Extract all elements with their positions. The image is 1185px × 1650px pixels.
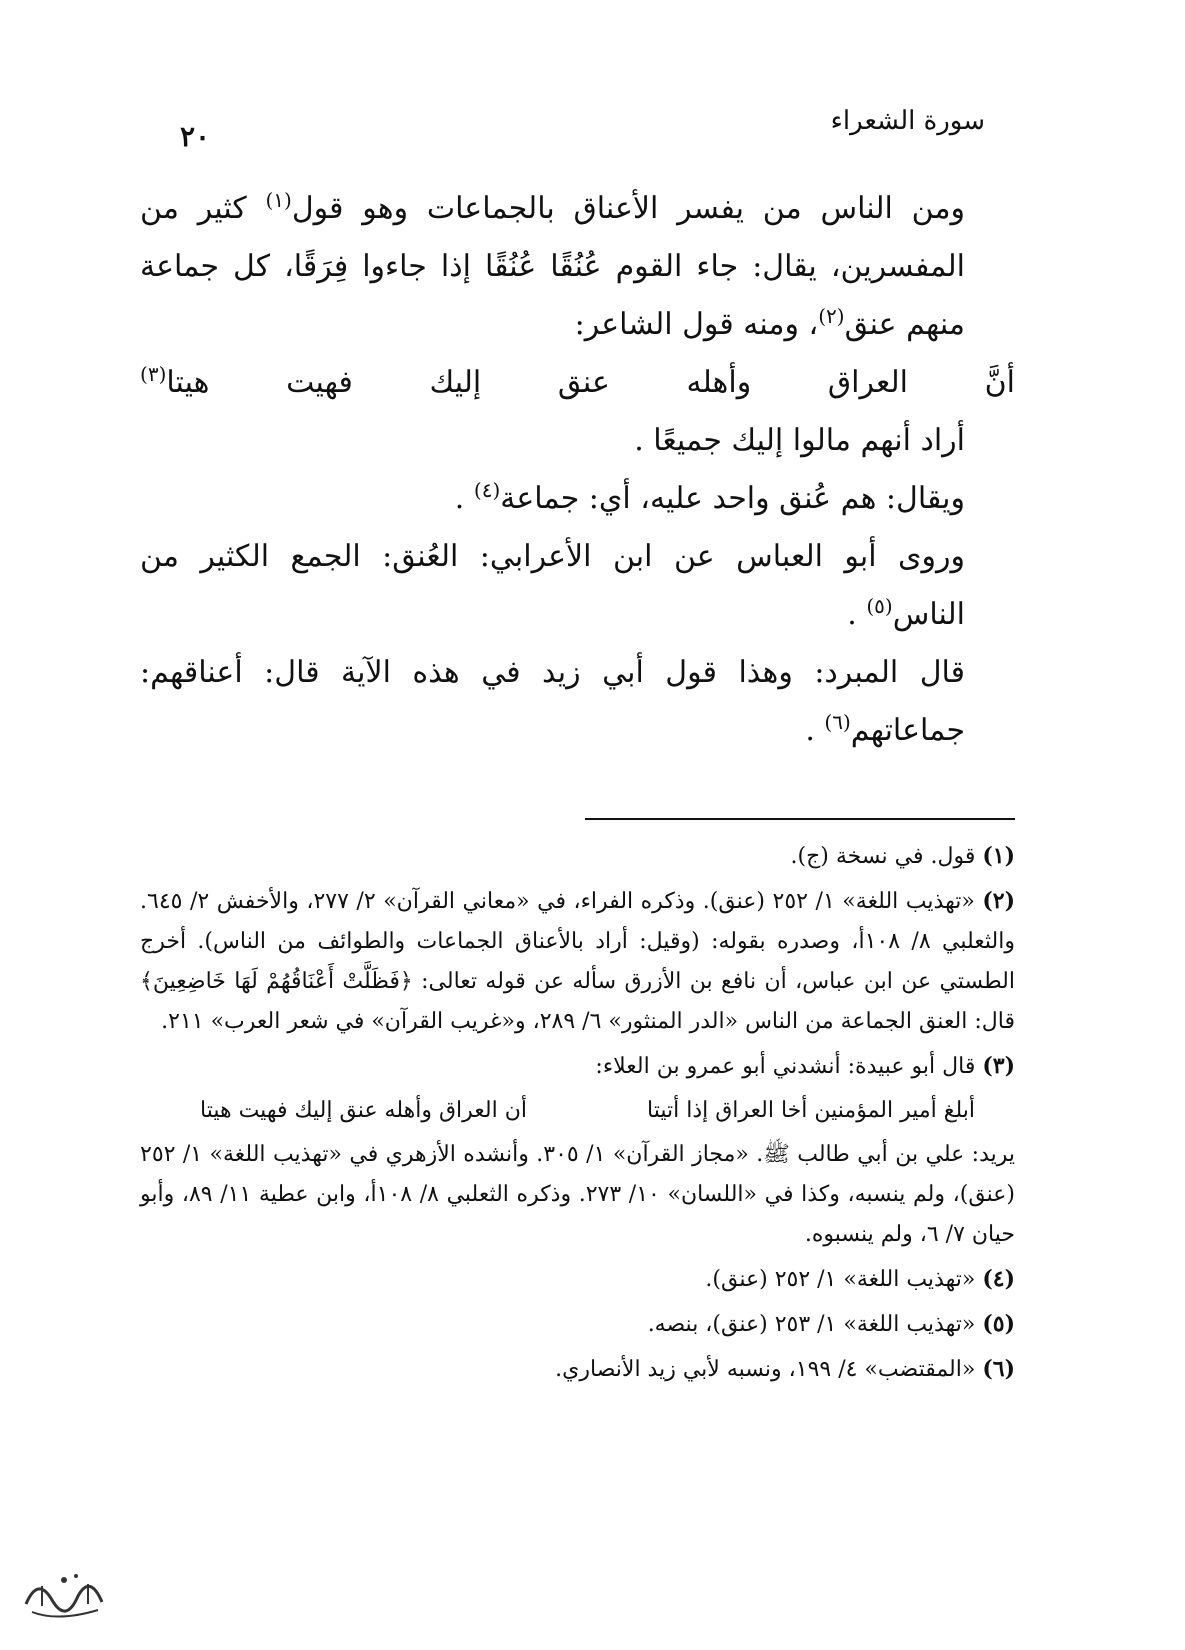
footnote-6: [140, 1349, 1015, 1390]
footnote-2: [140, 881, 1015, 1042]
footnote-5: [140, 1304, 1015, 1345]
paragraph-5-text-b: .: [805, 713, 825, 748]
footnote-4: [140, 1259, 1015, 1300]
page-header: [140, 100, 1045, 160]
footnote-1-text: قول. في نسخة (ج).: [790, 844, 983, 869]
paragraph-4-text-a: وروى أبو العباس عن ابن الأعرابي: العُنق: الجمع الكثير من الناس: [140, 539, 965, 632]
footnote-ref-1: (١): [265, 188, 292, 212]
paragraph-1: [140, 180, 1015, 354]
paragraph-2: أراد أنهم مالوا إليك جميعًا .: [634, 423, 965, 458]
footnote-5-text: «تهذيب اللغة» ١/ ٢٥٣ (عنق)، بنصه.: [647, 1312, 983, 1337]
footnote-ref-2: (٢): [818, 304, 845, 328]
footnote-ref-5: (٥): [866, 594, 893, 618]
footnote-6-text: «المقتضب» ٤/ ١٩٩، ونسبه لأبي زيد الأنصاري.: [555, 1357, 983, 1382]
surah-title: سورة الشعراء: [830, 106, 985, 136]
publisher-logo: [18, 1556, 108, 1626]
main-text: [140, 180, 1015, 760]
footnote-3-number: (٣): [982, 1053, 1015, 1079]
footnote-ref-3: (٣): [140, 362, 167, 386]
paragraph-1-text-b: كثير من المفسرين، يقال: جاء القوم عُنُقًا عُنُقًا إذا جاءوا فِرَقًا، كل جماعة منهم عنق: [140, 191, 965, 342]
footnote-6-number: (٦): [982, 1356, 1015, 1382]
poem-first-hemistich: أبلغ أمير المؤمنين أخا العراق إذا أتيتا: [647, 1098, 975, 1123]
footnote-divider: [585, 818, 1015, 820]
paragraph-3: [140, 470, 1015, 528]
poetry-verse: [140, 354, 1015, 412]
footnote-5-number: (٥): [982, 1311, 1015, 1337]
paragraph-1-text-c: ، ومنه قول الشاعر:: [574, 307, 819, 342]
footnote-2-number: (٢): [982, 888, 1016, 914]
paragraph-3-text-a: ويقال: هم عُنق واحد عليه، أي: جماعة: [500, 481, 965, 516]
footnote-1-number: (١): [982, 843, 1015, 869]
footnote-ref-6: (٦): [824, 710, 851, 734]
paragraph-5: [140, 644, 1015, 760]
footnote-2-text: «تهذيب اللغة» ١/ ٢٥٢ (عنق). وذكره الفراء، في «معاني القرآن» ٢/ ٢٧٧، والأخفش ٢/ ٦٤٥. والثعلبي ٨/ ١٠٨أ، وصدره بقوله: (وقيل: أراد بالأعناق الجماعات والطوائف من الناس). أخرج الطستي عن ابن عباس، أن نافع بن الأزرق سأله عن قوله تعالى: ﴿فَظَلَّتْ أَعْنَاقُهُمْ لَهَا خَاضِعِينَ﴾ قال: العنق الجماعة من الناس «الدر المنثور» ٦/ ٢٨٩، و«غريب القرآن» في شعر العرب» ٢١١.: [140, 889, 1015, 1034]
footnote-3-continuation: يريد: علي بن أبي طالب ﷺ. «مجاز القرآن» ١/ ٣٠٥. وأنشده الأزهري في «تهذيب اللغة» ١/ ٢٥٢ (عنق)، ولم ينسبه، وكذا في «اللسان» ١٠/ ٢٧٣. وذكره الثعلبي ٨/ ١٠٨أ، وابن عطية ١١/ ٨٩، وأبو حيان ٧/ ٦، ولم ينسبوه.: [140, 1142, 1016, 1247]
paragraph-4-text-b: .: [847, 597, 867, 632]
paragraph-1-text-a: ومن الناس من يفسر الأعناق بالجماعات وهو قول: [291, 191, 966, 226]
page-number: ٢٠: [180, 120, 211, 153]
poem-second-hemistich: أن العراق وأهله عنق إليك فهيت هيتا: [200, 1098, 527, 1123]
paragraph-4: [140, 528, 1015, 644]
footnote-4-text: «تهذيب اللغة» ١/ ٢٥٢ (عنق).: [705, 1267, 983, 1292]
footnote-3-text: قال أبو عبيدة: أنشدني أبو عمرو بن العلاء:: [595, 1054, 983, 1079]
footnote-3: [140, 1046, 1015, 1087]
verse-text: أنَّ العراق وأهله عنق إليك فهيت هيتا: [166, 365, 1015, 400]
footnote-ref-4: (٤): [473, 478, 501, 502]
paragraph-3-text-b: .: [454, 481, 474, 516]
footnotes: [140, 836, 1015, 1394]
paragraph-5-text-a: قال المبرد: وهذا قول أبي زيد في هذه الآية قال: أعناقهم: جماعاتهم: [140, 655, 965, 748]
footnote-3-poem: [140, 1091, 1015, 1131]
footnote-4-number: (٤): [982, 1266, 1015, 1292]
footnote-1: [140, 836, 1015, 877]
